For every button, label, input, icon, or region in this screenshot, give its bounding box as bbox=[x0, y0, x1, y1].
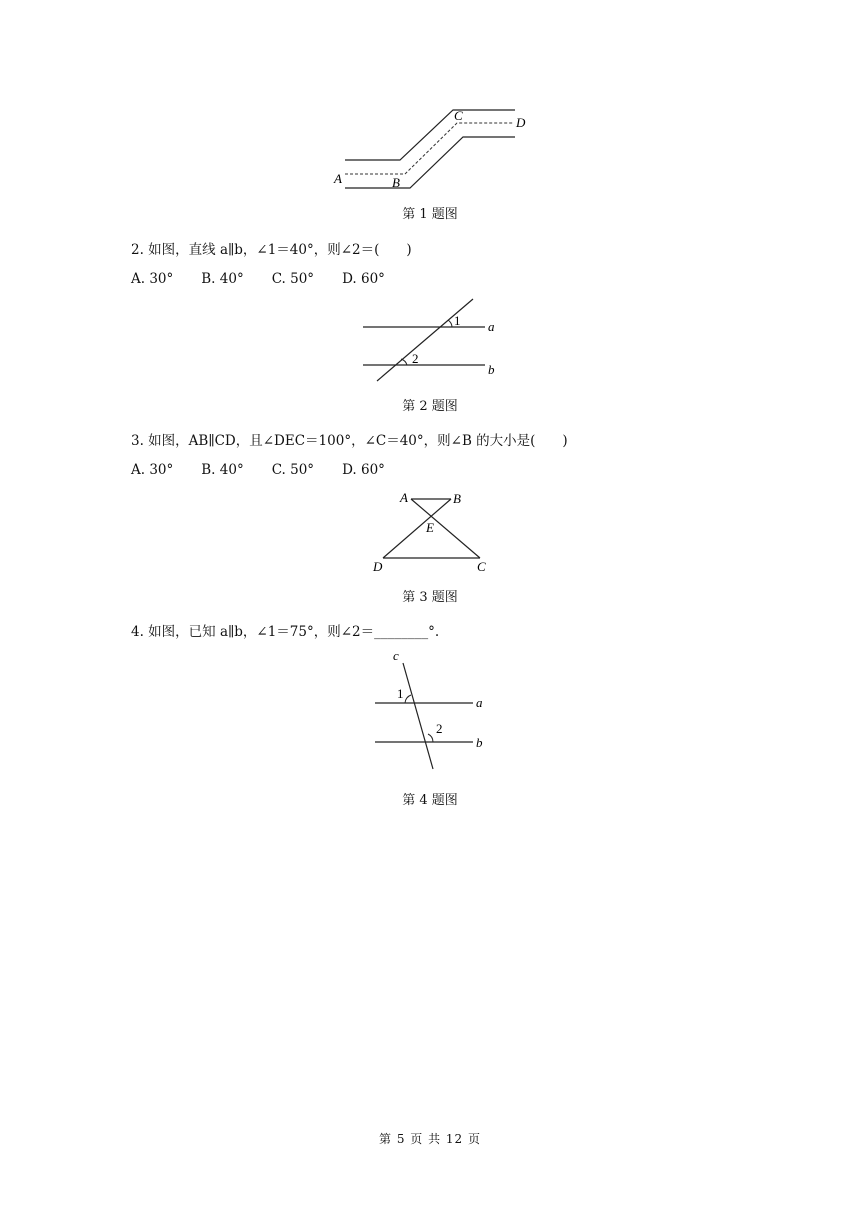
q3-option-b[interactable]: B. 40° bbox=[201, 462, 244, 478]
fig1-label-c: C bbox=[454, 108, 463, 123]
question-3-stem: 3. 如图，AB∥CD，且∠DEC＝100°，∠C＝40°，则∠B 的大小是( ) bbox=[131, 433, 568, 449]
fig4-line-a-label: a bbox=[476, 695, 483, 710]
figure-1 bbox=[330, 100, 530, 195]
fig3-label-c: C bbox=[477, 559, 486, 574]
fig2-transversal bbox=[377, 299, 473, 381]
fig4-angle2-label: 2 bbox=[436, 721, 443, 736]
figure-2-caption: 第 2 题图 bbox=[402, 399, 458, 414]
fig2-angle2-label: 2 bbox=[412, 351, 419, 366]
q3-option-a[interactable]: A. 30° bbox=[131, 462, 174, 478]
question-2-stem: 2. 如图，直线 a∥b，∠1＝40°，则∠2＝( ) bbox=[131, 242, 412, 258]
figure-3 bbox=[365, 488, 505, 576]
fig4-line-c-label: c bbox=[393, 648, 399, 663]
fig4-angle1-label: 1 bbox=[397, 686, 404, 701]
fig4-angle1-arc bbox=[405, 695, 411, 703]
question-3-options bbox=[131, 462, 413, 478]
figure-4-caption: 第 4 题图 bbox=[402, 793, 458, 808]
fig2-angle1-label: 1 bbox=[454, 313, 461, 328]
fig1-dashed-path bbox=[345, 123, 513, 174]
q2-option-d[interactable]: D. 60° bbox=[342, 271, 385, 287]
page-footer: 第 5 页 共 12 页 bbox=[379, 1132, 481, 1146]
q3-option-c[interactable]: C. 50° bbox=[271, 462, 315, 478]
fig1-label-a: A bbox=[334, 171, 342, 186]
q2-option-a[interactable]: A. 30° bbox=[131, 271, 174, 287]
fig3-segment-ac bbox=[411, 499, 480, 558]
fig1-top-edge bbox=[345, 110, 515, 160]
fig4-line-c bbox=[403, 663, 433, 769]
fig1-bottom-edge bbox=[345, 137, 515, 188]
q3-option-d[interactable]: D. 60° bbox=[342, 462, 385, 478]
figure-4 bbox=[365, 645, 505, 775]
q2-option-b[interactable]: B. 40° bbox=[201, 271, 244, 287]
fig3-label-e: E bbox=[426, 520, 434, 535]
fig3-label-b: B bbox=[453, 491, 461, 506]
question-2-options bbox=[131, 271, 413, 287]
figure-1-caption: 第 1 题图 bbox=[402, 207, 458, 222]
figure-2 bbox=[355, 295, 515, 385]
figure-3-caption: 第 3 题图 bbox=[402, 590, 458, 605]
fig1-label-d: D bbox=[516, 115, 526, 130]
fig4-angle2-arc bbox=[428, 734, 433, 742]
fig3-label-a: A bbox=[400, 490, 408, 505]
fig2-line-b-label: b bbox=[488, 362, 495, 377]
fig3-label-d: D bbox=[373, 559, 383, 574]
question-4-stem: 4. 如图，已知 a∥b，∠1＝75°，则∠2＝________°. bbox=[131, 624, 440, 640]
fig2-angle1-arc bbox=[448, 320, 452, 327]
fig4-line-b-label: b bbox=[476, 735, 483, 750]
fig1-label-b: B bbox=[392, 175, 400, 190]
fig3-segment-bd bbox=[383, 499, 451, 558]
fig2-line-a-label: a bbox=[488, 319, 495, 334]
q2-option-c[interactable]: C. 50° bbox=[271, 271, 315, 287]
